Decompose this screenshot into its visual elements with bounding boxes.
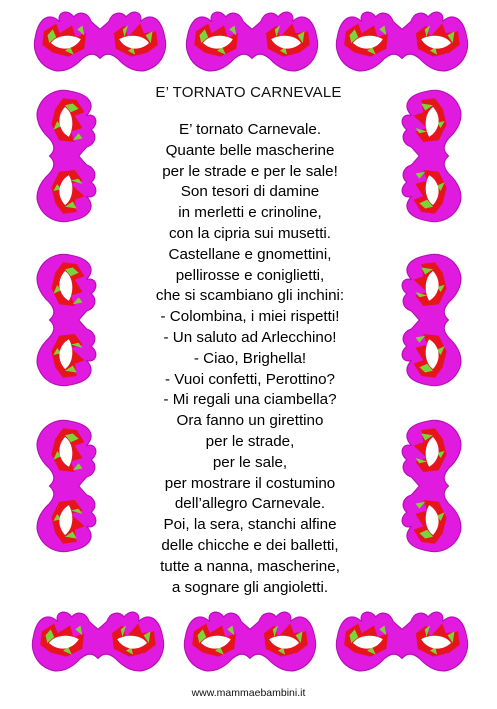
poem-line: Ora fanno un girettino (176, 412, 324, 430)
poem-line: pellirosse e coniglietti, (175, 266, 325, 284)
carnival-mask-icon (332, 8, 472, 76)
carnival-mask-icon (32, 86, 100, 226)
poem-line: - Mi regali una ciambella? (163, 391, 337, 409)
poem-line: a sognare gli angioletti. (171, 578, 329, 596)
poem-line: in merletti e crinoline, (178, 204, 322, 222)
carnival-mask-icon (398, 250, 466, 390)
poem-line: per le sale, (212, 453, 288, 471)
website-footer: www.mammaebambini.it (191, 687, 306, 699)
poem-line: tutte a nanna, mascherine, (160, 557, 340, 575)
carnival-mask-icon (398, 416, 466, 556)
poem-line: Castellane e gnomettini, (168, 245, 332, 263)
carnival-mask-icon (30, 8, 170, 76)
carnival-mask-icon (28, 608, 168, 676)
poem-line: per mostrare il costumino (164, 474, 336, 492)
poem-line: delle chicche e dei balletti, (161, 536, 339, 554)
poem-title: E’ TORNATO CARNEVALE (155, 84, 342, 101)
poem-text (100, 120, 400, 598)
poem-line: Quante belle mascherine (165, 141, 335, 159)
poem-line: - Ciao, Brighella! (193, 349, 307, 367)
poem-line: con la cipria sui musetti. (168, 224, 332, 242)
carnival-mask-icon (398, 86, 466, 226)
carnival-mask-icon (32, 250, 100, 390)
poem-line: Son tesori di damine (180, 183, 320, 201)
poem-line: E’ tornato Carnevale. (178, 121, 322, 138)
poem-line: - Un saluto ad Arlecchino! (163, 328, 337, 346)
poem-line: Poi, la sera, stanchi alfine (163, 516, 337, 534)
poem-line: - Vuoi confetti, Perottino? (165, 370, 335, 388)
poem-line: per le strade e per le sale! (162, 162, 338, 180)
poem-line: che si scambiano gli inchini: (155, 287, 345, 305)
poem-line: dell’allegro Carnevale. (174, 495, 326, 513)
poem-line: - Colombina, i miei rispetti! (160, 308, 340, 326)
poem-line: per le strade, (205, 432, 295, 450)
carnival-mask-icon (32, 416, 100, 556)
carnival-mask-icon (332, 608, 472, 676)
carnival-mask-icon (180, 608, 320, 676)
carnival-mask-icon (182, 8, 322, 76)
